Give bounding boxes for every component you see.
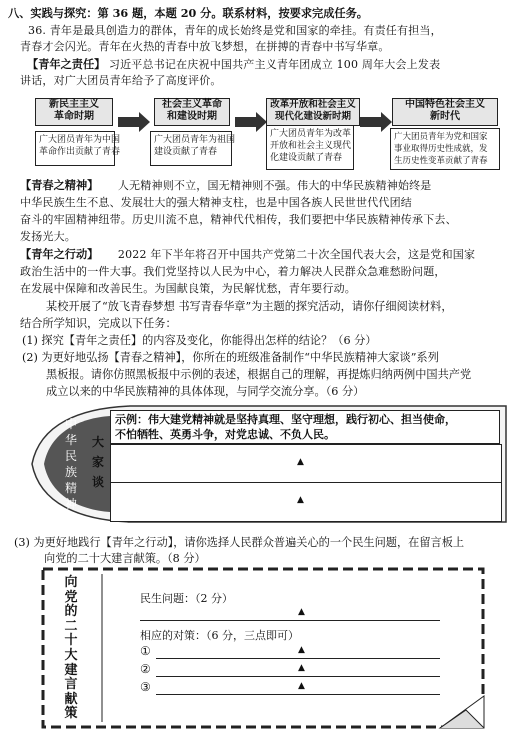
- era-title-2: 社会主义革命 和建设时期: [154, 98, 230, 126]
- spirit-line-3: 奋斗的牢固精神纽带。历史川流不息，精神代代相传，我们要把中华民族精神传承下去、: [20, 213, 457, 226]
- action-line-2: 政治生活中的一件大事。我们党坚持以人民为中心，着力解决人民群众急难愁盼问题，: [20, 265, 446, 278]
- era-title-1: 新民主主义 革命时期: [35, 98, 113, 126]
- measure-answer-line-3[interactable]: [156, 694, 440, 695]
- answer-placeholder: ▲: [297, 495, 304, 505]
- blackboard: [30, 404, 510, 526]
- issue-placeholder: ▲: [298, 607, 305, 617]
- era-desc-3: 广大团员青年为改革 开放和社会主义现代 化建设贡献了青春: [266, 125, 354, 170]
- blackboard-side-label: 大 家 谈: [91, 435, 104, 489]
- task-intro-2: 结合所学知识，完成以下任务：: [20, 317, 177, 330]
- era-desc-4: 广大团员青年为党和国家 事业取得历史性成就，发 生历史性变革贡献了青春: [390, 128, 500, 170]
- measure-placeholder: ▲: [298, 645, 305, 655]
- measure-answer-line-2[interactable]: [156, 676, 440, 677]
- question-2-line-1: (2) 为更好地弘扬【青春之精神】，你所在的班级准备制作“中华民族精神大家谈”系列: [22, 351, 439, 364]
- measure-placeholder: ▲: [298, 663, 305, 673]
- answer-box-1[interactable]: [110, 444, 502, 484]
- measure-item-1-number: ①: [140, 644, 151, 658]
- measure-item-2-number: ②: [140, 662, 151, 676]
- issue-answer-line[interactable]: [140, 620, 440, 621]
- answer-box-2[interactable]: [110, 482, 502, 522]
- question-2-line-2: 黑板报。请你仿照黑板报中示例的表述，根据自己的理解，再提炼归纳两例中国共产党: [46, 368, 472, 381]
- action-line-1: 2022 年下半年将召开中国共产党第二十次全国代表大会，这是党和国家: [117, 248, 476, 261]
- measure-item-3-number: ③: [140, 680, 151, 694]
- era-desc-2: 广大团员青年为祖国 建设贡献了青春: [150, 131, 232, 166]
- answer-placeholder: ▲: [297, 457, 304, 467]
- intro-line-1: 36. 青年是最具创造力的群体，青年的成长始终是党和国家的牵挂。有责任有担当，: [28, 24, 442, 37]
- message-vertical-title: 向 党 的 二 十 大 建 言 献 策: [64, 575, 78, 722]
- arrow-icon: [360, 117, 382, 127]
- question-3-line-2: 向党的二十大建言献策。（8 分）: [44, 552, 206, 565]
- era-title-3: 改革开放和社会主义 现代化建设新时期: [266, 98, 360, 126]
- era-title-4: 中国特色社会主义 新时代: [392, 98, 498, 126]
- message-board: [40, 566, 490, 734]
- arrow-icon: [118, 117, 140, 127]
- measure-placeholder: ▲: [298, 681, 305, 691]
- blackboard-vertical-title: 中 华 民 族 精 神: [64, 417, 77, 511]
- issue-label: 民生问题：（2 分）: [140, 592, 233, 605]
- spirit-line-1: 人无精神则不立，国无精神则不强。伟大的中华民族精神始终是: [117, 179, 432, 192]
- intro-line-2: 青春才会闪光。青年在火热的青春中放飞梦想，在拼搏的青春中书写华章。: [20, 40, 390, 53]
- spirit-label: 【青春之精神】: [20, 178, 99, 192]
- question-2-line-3: 成立以来的中华民族精神的具体体现，与同学交流分享。（6 分）: [46, 385, 365, 398]
- era-desc-1: 广大团员青年为中国 革命作出贡献了青春: [35, 131, 115, 166]
- message-board-frame: [40, 566, 490, 734]
- duty-label: 【青年之责任】: [27, 57, 106, 71]
- example-box: 示例：伟大建党精神就是坚持真理、坚守理想，践行初心、担当使命， 不怕牺牲、英勇斗争，对党忠诚、不负人民。: [110, 410, 500, 444]
- action-line-3: 在发展中保障和改善民生。为国献良策，为民解忧愁，青年要行动。: [20, 282, 356, 295]
- task-intro-1: 某校开展了“放飞青春梦想 书写青春华章”为主题的探究活动，请你仔细阅读材料，: [46, 300, 453, 313]
- duty-text-2: 讲话，对广大团员青年给予了高度评价。: [20, 74, 222, 87]
- spirit-line-4: 发扬光大。: [20, 230, 76, 243]
- question-1: (1) 探究【青年之责任】的内容及变化，你能得出怎样的结论？（6 分）: [22, 334, 377, 347]
- section-heading: 八、实践与探究：第 36 题，本题 20 分。联系材料，按要求完成任务。: [8, 6, 368, 20]
- action-label: 【青年之行动】: [20, 247, 99, 261]
- question-3-line-1: (3) 为更好地践行【青年之行动】，请你选择人民群众普遍关心的一个民生问题，在留言板上: [14, 536, 465, 549]
- spirit-line-2: 中华民族生生不息、发展壮大的强大精神支柱，也是中国各族人民世世代代团结: [20, 196, 412, 209]
- duty-text-1: 习近平总书记在庆祝中国共产主义青年团成立 100 周年大会上发表: [108, 58, 441, 71]
- measure-label: 相应的对策：（6 分，三点即可）: [140, 629, 299, 642]
- measure-answer-line-1[interactable]: [156, 658, 440, 659]
- arrow-icon: [235, 117, 257, 127]
